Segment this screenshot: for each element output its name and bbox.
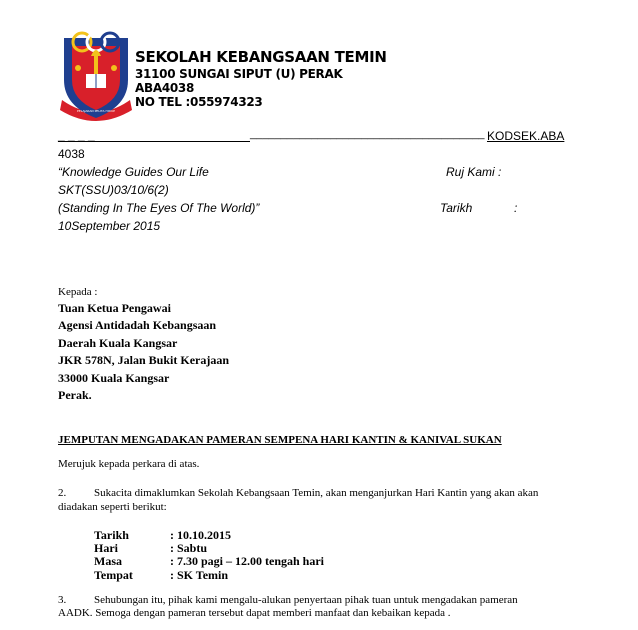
ruj-label: Ruj Kami : (446, 165, 502, 179)
para-2-line-2: diadakan seperti berikut: (58, 501, 167, 513)
motto-line-1: “Knowledge Guides Our Life (58, 165, 209, 179)
detail-label: Masa (94, 554, 122, 568)
school-code: ABA4038 (135, 81, 195, 95)
letter-subject: JEMPUTAN MENGADAKAN PAMERAN SEMPENA HARI KANTIN & KANIVAL SUKAN (58, 434, 502, 446)
detail-value: : Sabtu (170, 541, 208, 555)
recipient-line: Tuan Ketua Pengawai (58, 301, 171, 315)
para-3-line-2: AADK. Semoga dengan pameran tersebut dapat memberi manfaat dan kebaikan kepada . (58, 607, 451, 619)
school-phone: NO TEL :055974323 (135, 95, 263, 109)
dashes-right: _ _ _ _ _ _ _ _ _ _ _ _ _ _ _ _ _ _ _ _ _ _ _ _ _ _ _ _ _ _ _ _ _ _ _ _ _ _ (250, 128, 484, 140)
motto-line-2: (Standing In The Eyes Of The World)” (58, 201, 260, 215)
recipient-line: Perak. (58, 388, 92, 402)
underline-rule (58, 141, 250, 142)
detail-label: Tarikh (94, 528, 129, 542)
detail-value: : 10.10.2015 (170, 528, 231, 542)
dashes-left: _ _ _ _ (58, 128, 95, 142)
letter-date: 10September 2015 (58, 219, 161, 233)
crest-motto: PELAJARAN PELITA HIDUP (77, 109, 115, 113)
opening-line: Merujuk kepada perkara di atas. (58, 458, 200, 470)
recipient-line: JKR 578N, Jalan Bukit Kerajaan (58, 353, 230, 367)
para-3-line-1: Sehubungan itu, pihak kami mengalu-alukan penyertaan pihak tuan untuk mengadakan pameran (94, 594, 518, 606)
recipient-line: 33000 Kuala Kangsar (58, 371, 170, 385)
detail-label: Hari (94, 541, 118, 555)
school-address: 31100 SUNGAI SIPUT (U) PERAK (135, 67, 343, 81)
para-3-number: 3. (58, 594, 67, 606)
recipient-line: Agensi Antidadah Kebangsaan (58, 318, 217, 332)
para-2-number: 2. (58, 487, 67, 499)
tarikh-label: Tarikh (440, 201, 473, 215)
tarikh-colon: : (514, 201, 518, 215)
recipient-line: Daerah Kuala Kangsar (58, 336, 178, 350)
detail-value: : 7.30 pagi – 12.00 tengah hari (170, 554, 325, 568)
kodsek-cont: 4038 (58, 147, 85, 161)
school-name: SEKOLAH KEBANGSAAN TEMIN (135, 48, 387, 66)
kodsek: KODSEK.ABA (487, 129, 565, 143)
detail-value: : SK Temin (170, 568, 229, 582)
school-crest-logo (58, 28, 134, 124)
detail-label: Tempat (94, 568, 133, 582)
kepada-label: Kepada : (58, 286, 98, 298)
ruj-value: SKT(SSU)03/10/6(2) (58, 183, 169, 197)
para-2-line-1: Sukacita dimaklumkan Sekolah Kebangsaan Temin, akan menganjurkan Hari Kantin yang akan akan (94, 487, 539, 499)
